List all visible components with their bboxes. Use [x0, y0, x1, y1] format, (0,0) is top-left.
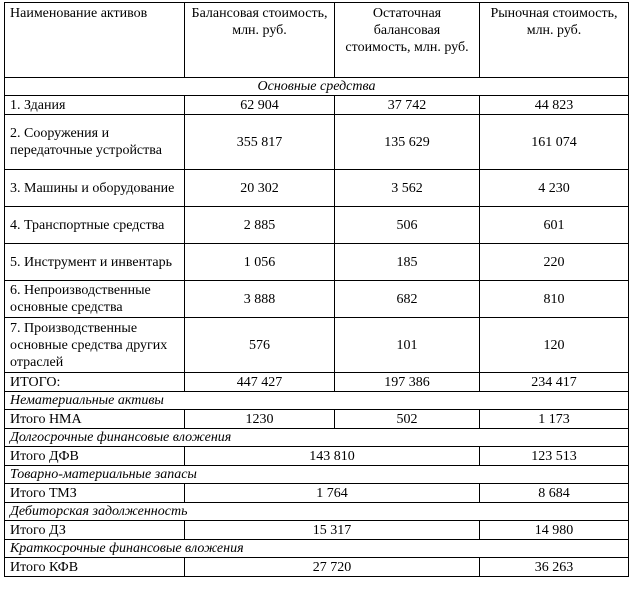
residual-value-cell: 101: [335, 318, 480, 373]
section-title: Краткосрочные финансовые вложения: [5, 540, 629, 558]
section-title: Основные средства: [5, 78, 629, 96]
asset-name-cell: Итого КФВ: [5, 558, 185, 577]
table-row: [5, 115, 629, 170]
market-value-cell: 36 263: [480, 558, 629, 577]
total-row: [5, 447, 629, 466]
section-row-fixed-assets: [5, 78, 629, 96]
book-value-cell: 1 056: [185, 244, 335, 281]
market-value-cell: 14 980: [480, 521, 629, 540]
asset-name-cell: Итого ДЗ: [5, 521, 185, 540]
asset-name-cell: 5. Инструмент и инвентарь: [5, 244, 185, 281]
book-value-cell: 447 427: [185, 373, 335, 392]
market-value-cell: 44 823: [480, 96, 629, 115]
table-row: [5, 170, 629, 207]
section-row-intangible: [5, 392, 629, 410]
header-book-value: Балансовая стоимость, млн. руб.: [185, 3, 335, 78]
asset-name-cell: Итого ТМЗ: [5, 484, 185, 503]
asset-name-cell: ИТОГО:: [5, 373, 185, 392]
table-row: [5, 244, 629, 281]
section-title: Нематериальные активы: [5, 392, 629, 410]
merged-value-cell: 1 764: [185, 484, 480, 503]
total-row: [5, 484, 629, 503]
table-header-row: [5, 3, 629, 78]
asset-name-cell: 3. Машины и оборудование: [5, 170, 185, 207]
section-title: Дебиторская задолженность: [5, 503, 629, 521]
market-value-cell: 8 684: [480, 484, 629, 503]
merged-value-cell: 27 720: [185, 558, 480, 577]
total-row: [5, 373, 629, 392]
book-value-cell: 3 888: [185, 281, 335, 318]
market-value-cell: 220: [480, 244, 629, 281]
book-value-cell: 576: [185, 318, 335, 373]
asset-name-cell: 4. Транспортные средства: [5, 207, 185, 244]
section-row-inventory: [5, 466, 629, 484]
book-value-cell: 2 885: [185, 207, 335, 244]
header-market-value: Рыночная стоимость, млн. руб.: [480, 3, 629, 78]
market-value-cell: 1 173: [480, 410, 629, 429]
residual-value-cell: 502: [335, 410, 480, 429]
section-row-short-term-investments: [5, 540, 629, 558]
asset-name-cell: 1. Здания: [5, 96, 185, 115]
header-asset-name: Наименование активов: [5, 3, 185, 78]
total-row: [5, 521, 629, 540]
section-row-receivables: [5, 503, 629, 521]
market-value-cell: 234 417: [480, 373, 629, 392]
residual-value-cell: 197 386: [335, 373, 480, 392]
residual-value-cell: 682: [335, 281, 480, 318]
book-value-cell: 20 302: [185, 170, 335, 207]
merged-value-cell: 15 317: [185, 521, 480, 540]
table-row: [5, 318, 629, 373]
total-row: [5, 410, 629, 429]
section-row-long-term-investments: [5, 429, 629, 447]
asset-name-cell: Итого НМА: [5, 410, 185, 429]
assets-valuation-table: [4, 2, 629, 577]
asset-name-cell: Итого ДФВ: [5, 447, 185, 466]
header-residual-value: Остаточная балансовая стоимость, млн. руб.: [335, 3, 480, 78]
section-title: Долгосрочные финансовые вложения: [5, 429, 629, 447]
market-value-cell: 161 074: [480, 115, 629, 170]
total-row: [5, 558, 629, 577]
merged-value-cell: 143 810: [185, 447, 480, 466]
residual-value-cell: 37 742: [335, 96, 480, 115]
residual-value-cell: 3 562: [335, 170, 480, 207]
residual-value-cell: 135 629: [335, 115, 480, 170]
asset-name-cell: 7. Производственные основные средства других отраслей: [5, 318, 185, 373]
market-value-cell: 601: [480, 207, 629, 244]
residual-value-cell: 185: [335, 244, 480, 281]
section-title: Товарно-материальные запасы: [5, 466, 629, 484]
asset-name-cell: 2. Сооружения и передаточные устройства: [5, 115, 185, 170]
book-value-cell: 62 904: [185, 96, 335, 115]
market-value-cell: 120: [480, 318, 629, 373]
market-value-cell: 810: [480, 281, 629, 318]
table-row: [5, 96, 629, 115]
book-value-cell: 1230: [185, 410, 335, 429]
book-value-cell: 355 817: [185, 115, 335, 170]
market-value-cell: 4 230: [480, 170, 629, 207]
table-row: [5, 281, 629, 318]
market-value-cell: 123 513: [480, 447, 629, 466]
residual-value-cell: 506: [335, 207, 480, 244]
table-row: [5, 207, 629, 244]
asset-name-cell: 6. Непроизводственные основные средства: [5, 281, 185, 318]
